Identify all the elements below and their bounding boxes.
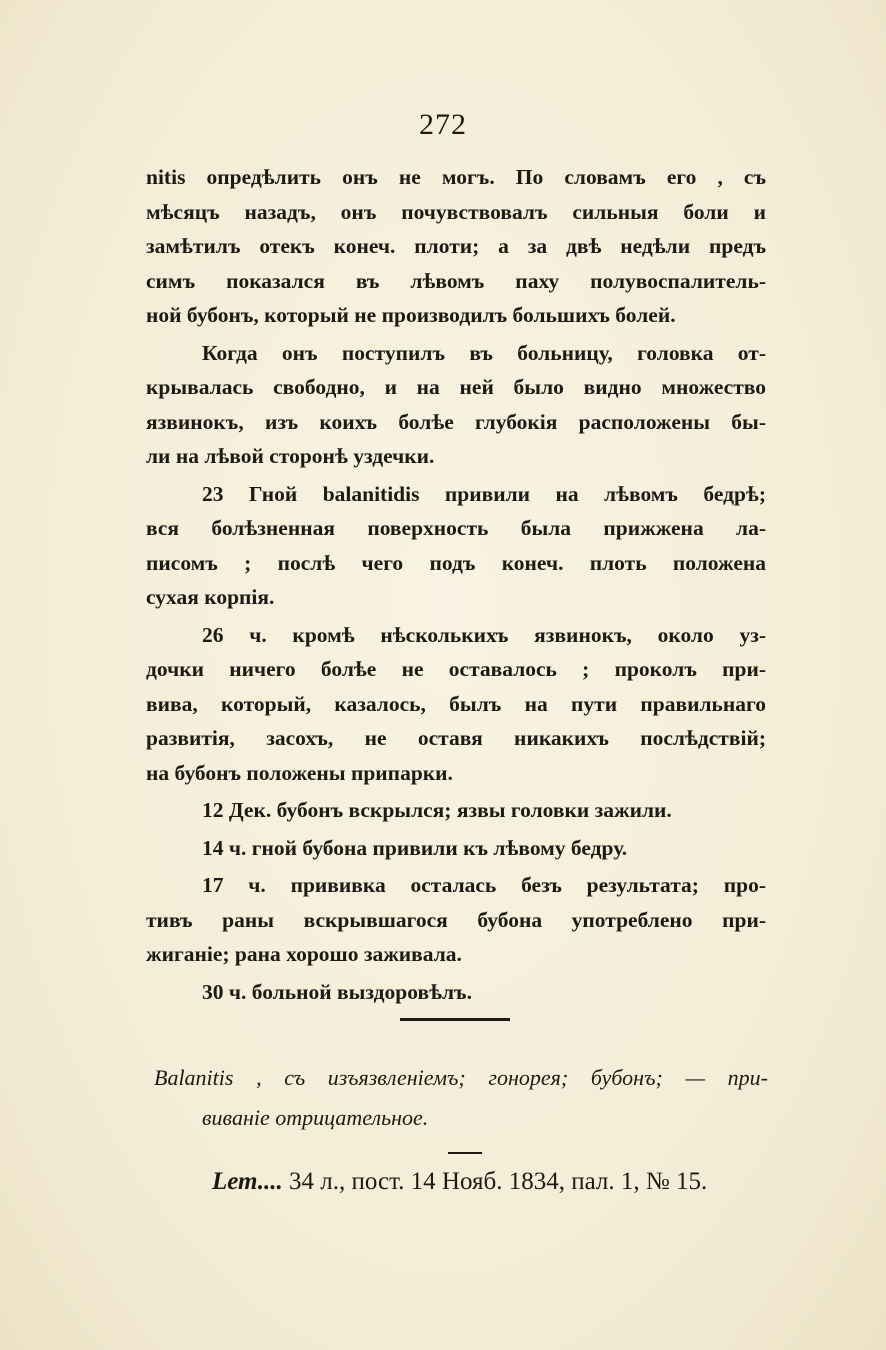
text-line: вся болѣзненная поверхность была прижжена ла- bbox=[146, 516, 766, 540]
patient-details: 34 л., пост. 14 Нояб. 1834, пал. 1, № 15. bbox=[282, 1168, 708, 1195]
section-divider bbox=[400, 1018, 510, 1021]
text-line: вива, который, казалось, былъ на пути правильнаго bbox=[146, 691, 766, 716]
case-title-line: Balanitis , съ изъязвленіемъ; гонорея; бубонъ; — при- bbox=[154, 1065, 768, 1090]
patient-label: Lет.... bbox=[212, 1168, 283, 1195]
patient-info bbox=[212, 1168, 772, 1196]
text-line: сухая корпія. bbox=[146, 585, 275, 609]
text-line: замѣтилъ отекъ конеч. плоти; а за двѣ недѣли предъ bbox=[146, 234, 766, 258]
text-line: 12 Дек. бубонъ вскрылся; язвы головки зажили. bbox=[202, 798, 672, 822]
short-divider bbox=[448, 1152, 482, 1154]
case-title-line: виваніе отрицательное. bbox=[202, 1105, 429, 1130]
text-line: 17 ч. прививка осталась безъ результата; про- bbox=[202, 873, 766, 897]
text-line: ной бубонъ, который не производилъ большихъ болей. bbox=[146, 303, 676, 327]
text-line: жиганіе; рана хорошо заживала. bbox=[146, 942, 462, 966]
text-line: 30 ч. больной выздоровѣлъ. bbox=[202, 979, 472, 1004]
body-text bbox=[146, 160, 766, 1009]
text-line: дочки ничего болѣе не оставалось ; проколъ при- bbox=[146, 657, 766, 681]
text-line: ли на лѣвой сторонѣ уздечки. bbox=[146, 444, 435, 468]
text-line: Когда онъ поступилъ въ больницу, головка от- bbox=[202, 340, 766, 365]
page-number: 272 bbox=[419, 108, 467, 141]
text-line: язвинокъ, изъ коихъ болѣе глубокія расположены бы- bbox=[146, 409, 766, 434]
text-line: 23 Гной balanitidis привили на лѣвомъ бедрѣ; bbox=[202, 481, 766, 506]
text-line: писомъ ; послѣ чего подъ конеч. плоть положена bbox=[146, 550, 766, 575]
text-line: мѣсяцъ назадъ, онъ почувствовалъ сильныя боли и bbox=[146, 199, 766, 224]
text-line: крывалась свободно, и на ней было видно множество bbox=[146, 375, 766, 399]
case-title bbox=[154, 1058, 768, 1138]
text-line: на бубонъ положены припарки. bbox=[146, 760, 453, 785]
text-line: тивъ раны вскрывшагося бубона употреблено при- bbox=[146, 907, 766, 932]
text-line: 26 ч. кромѣ нѣсколькихъ язвинокъ, около уз- bbox=[202, 622, 766, 647]
text-line: nitis опредѣлить онъ не могъ. По словамъ его , съ bbox=[146, 165, 766, 189]
text-line: 14 ч. гной бубона привили къ лѣвому бедру. bbox=[202, 835, 628, 860]
text-line: развитія, засохъ, не оставя никакихъ послѣдствій; bbox=[146, 726, 766, 750]
text-line: симъ показался въ лѣвомъ паху полувоспалитель- bbox=[146, 268, 766, 293]
